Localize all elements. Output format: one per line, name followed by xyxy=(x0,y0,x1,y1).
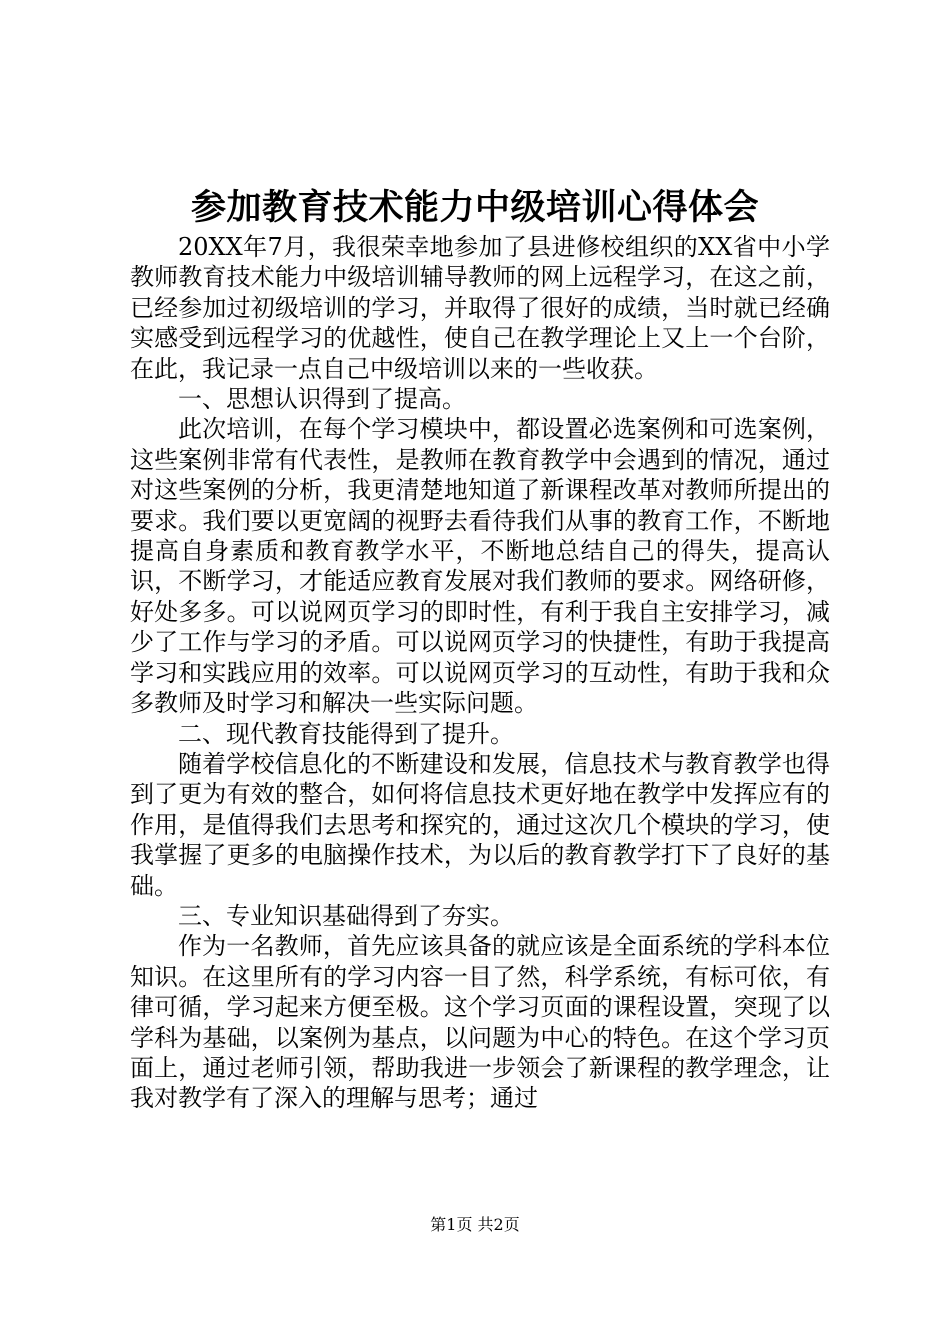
document-title: 参加教育技术能力中级培训心得体会 xyxy=(190,187,759,228)
section-heading-1: 一、思想认识得到了提高。 xyxy=(178,385,466,414)
page-footer: 第1页 共2页 xyxy=(430,1215,520,1234)
document-body xyxy=(130,232,830,1114)
paragraph-section-1: 此次培训，在每个学习模块中，都设置必选案例和可选案例，这些案例非常有代表性，是教师在教育教学中会遇到的情况，通过对这些案例的分析，我更清楚地知道了新课程改革对教师所提出的要求。我们要以更宽阔的视野去看待我们从事的教育工作，不断地提高自身素质和教育教学水平，不断地总结自己的得失，提高认识，不断学习，才能适应教育发展对我们教师的要求。网络研修，好处多多。可以说网页学习的即时性，有利于我自主安排学习，减少了工作与学习的矛盾。可以说网页学习的快捷性，有助于我提高学习和实践应用的效率。可以说网页学习的互动性，有助于我和众多教师及时学习和解决一些实际问题。 xyxy=(130,415,830,718)
paragraph-section-3: 作为一名教师，首先应该具备的就应该是全面系统的学科本位知识。在这里所有的学习内容一目了然，科学系统，有标可依，有律可循，学习起来方便至极。这个学习页面的课程设置，突现了以学科为基础，以案例为基点，以问题为中心的特色。在这个学习页面上，通过老师引领，帮助我进一步领会了新课程的教学理念，让我对教学有了深入的理解与思考；通过 xyxy=(130,932,830,1113)
paragraph-section-2: 随着学校信息化的不断建设和发展，信息技术与教育教学也得到了更为有效的整合，如何将信息技术更好地在教学中发挥应有的作用，是值得我们去思考和探究的，通过这次几个模块的学习，使我掌握了更多的电脑操作技术，为以后的教育教学打下了良好的基础。 xyxy=(130,749,830,900)
paragraph-intro: 20XX年7月，我很荣幸地参加了县进修校组织的XX省中小学教师教育技术能力中级培训辅导教师的网上远程学习，在这之前，已经参加过初级培训的学习，并取得了很好的成绩，当时就已经确实感受到远程学习的优越性，使自己在教学理论上又上一个台阶，在此，我记录一点自己中级培训以来的一些收获。 xyxy=(130,233,830,383)
section-heading-3: 三、专业知识基础得到了夯实。 xyxy=(178,901,514,930)
section-heading-2: 二、现代教育技能得到了提升。 xyxy=(178,719,514,748)
